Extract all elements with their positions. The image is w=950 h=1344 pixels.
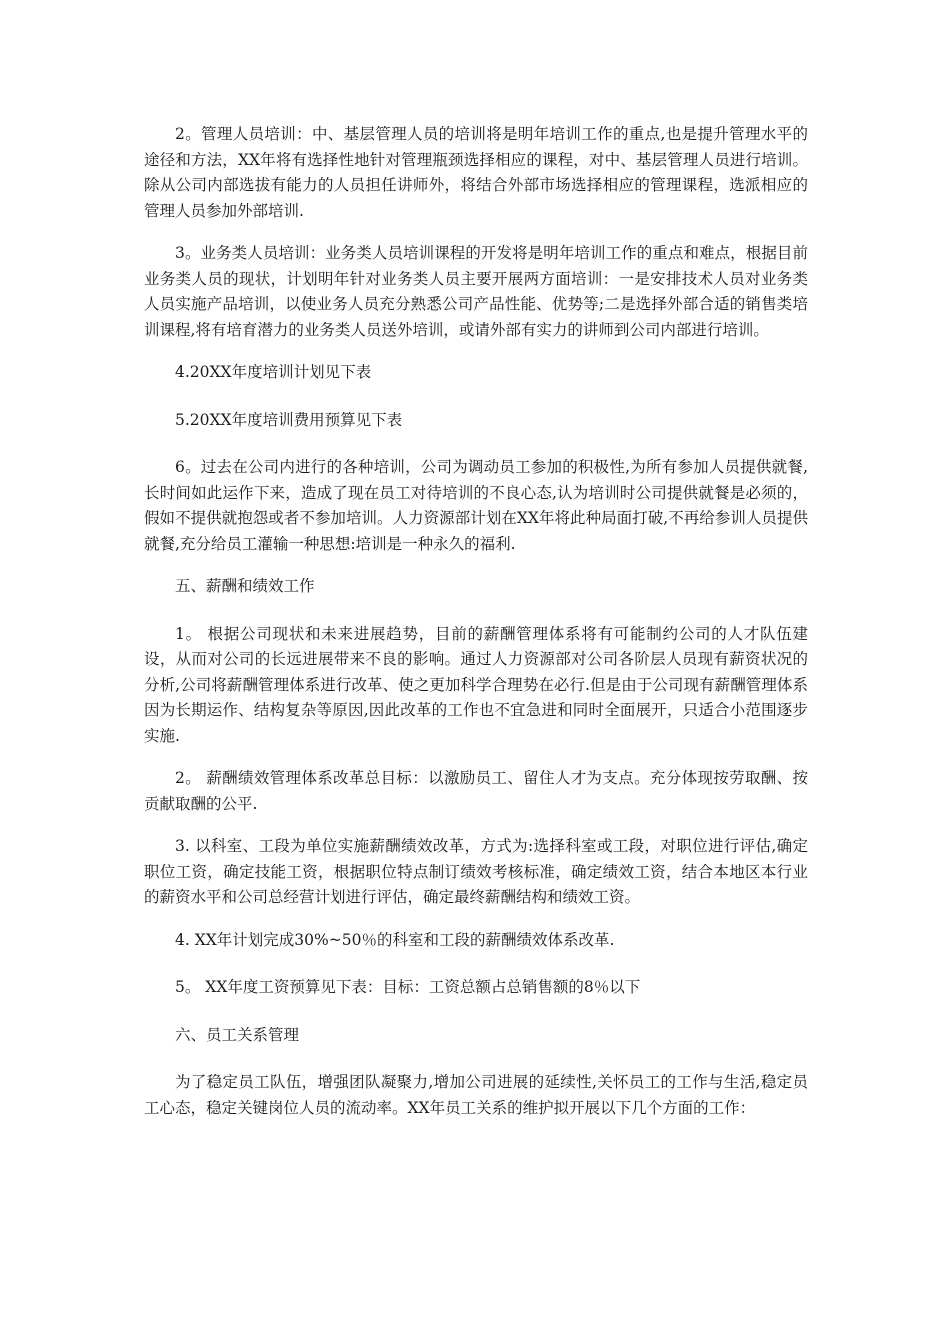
paragraph-sales-training: 3。业务类人员培训：业务类人员培训课程的开发将是明年培训工作的重点和难点，根据目前业务类人员的现状，计划明年针对业务类人员主要开展两方面培训：一是安排技术人员对业务类人员实施产品培训，以使业务人员充分熟悉公司产品性能、优势等;二是选择外部合适的销售类培训课程,将有培育潜力的业务类人员送外培训，或请外部有实力的讲师到公司内部进行培训。 [144,244,808,339]
paragraph-compensation-target: 4. XX年计划完成30%~50％的科室和工段的薪酬绩效体系改革. [175,930,615,949]
paragraph-employee-relations: 为了稳定员工队伍，增强团队凝聚力,增加公司进展的延续性,关怀员工的工作与生活,稳定员工心态，稳定关键岗位人员的流动率。XX年员工关系的维护拟开展以下几个方面的工作： [144,1073,808,1117]
section-heading-employee-relations: 六、员工关系管理 [175,1025,300,1044]
paragraph-salary-budget: 5。 XX年度工资预算见下表：目标：工资总额占总销售额的8％以下 [175,978,641,996]
paragraph-compensation-reform: 1。 根据公司现状和未来进展趋势，目前的薪酬管理体系将有可能制约公司的人才队伍建设，从而对公司的长远进展带来不良的影响。通过人力资源部对公司各阶层人员现有薪资状况的分析,公司将薪酬管理体系进行改革、使之更加科学合理势在必行.但是由于公司现有薪酬管理体系因为长期运作、结构复杂等原因,因此改革的工作也不宜急进和同时全面展开，只适合小范围逐步实施. [144,624,808,745]
paragraph-training-budget: 5.20XX年度培训费用预算见下表 [175,410,403,429]
paragraph-management-training: 2。管理人员培训：中、基层管理人员的培训将是明年培训工作的重点,也是提升管理水平的途径和方法，XX年将有选择性地针对管理瓶颈选择相应的课程，对中、基层管理人员进行培训。除从公司内部选拔有能力的人员担任讲师外，将结合外部市场选择相应的管理课程，选派相应的管理人员参加外部培训. [144,125,808,220]
section-heading-compensation: 五、薪酬和绩效工作 [175,577,315,595]
document-body [144,122,808,1138]
paragraph-compensation-goal: 2。 薪酬绩效管理体系改革总目标：以激励员工、留住人才为支点。充分体现按劳取酬、按贡献取酬的公平. [144,769,808,813]
paragraph-compensation-method: 3. 以科室、工段为单位实施薪酬绩效改革，方式为:选择科室或工段，对职位进行评估,确定职位工资，确定技能工资，根据职位特点制订绩效考核标准，确定绩效工资，结合本地区本行业的薪资水平和公司总经营计划进行评估，确定最终薪酬结构和绩效工资。 [144,837,808,906]
paragraph-training-meals: 6。过去在公司内进行的各种培训，公司为调动员工参加的积极性,为所有参加人员提供就餐,长时间如此运作下来，造成了现在员工对待培训的不良心态,认为培训时公司提供就餐是必须的，假如不提供就抱怨或者不参加培训。人力资源部计划在XX年将此种局面打破,不再给参训人员提供就餐,充分给员工灌输一种思想:培训是一种永久的福利. [144,458,808,553]
paragraph-training-plan: 4.20XX年度培训计划见下表 [175,363,372,381]
